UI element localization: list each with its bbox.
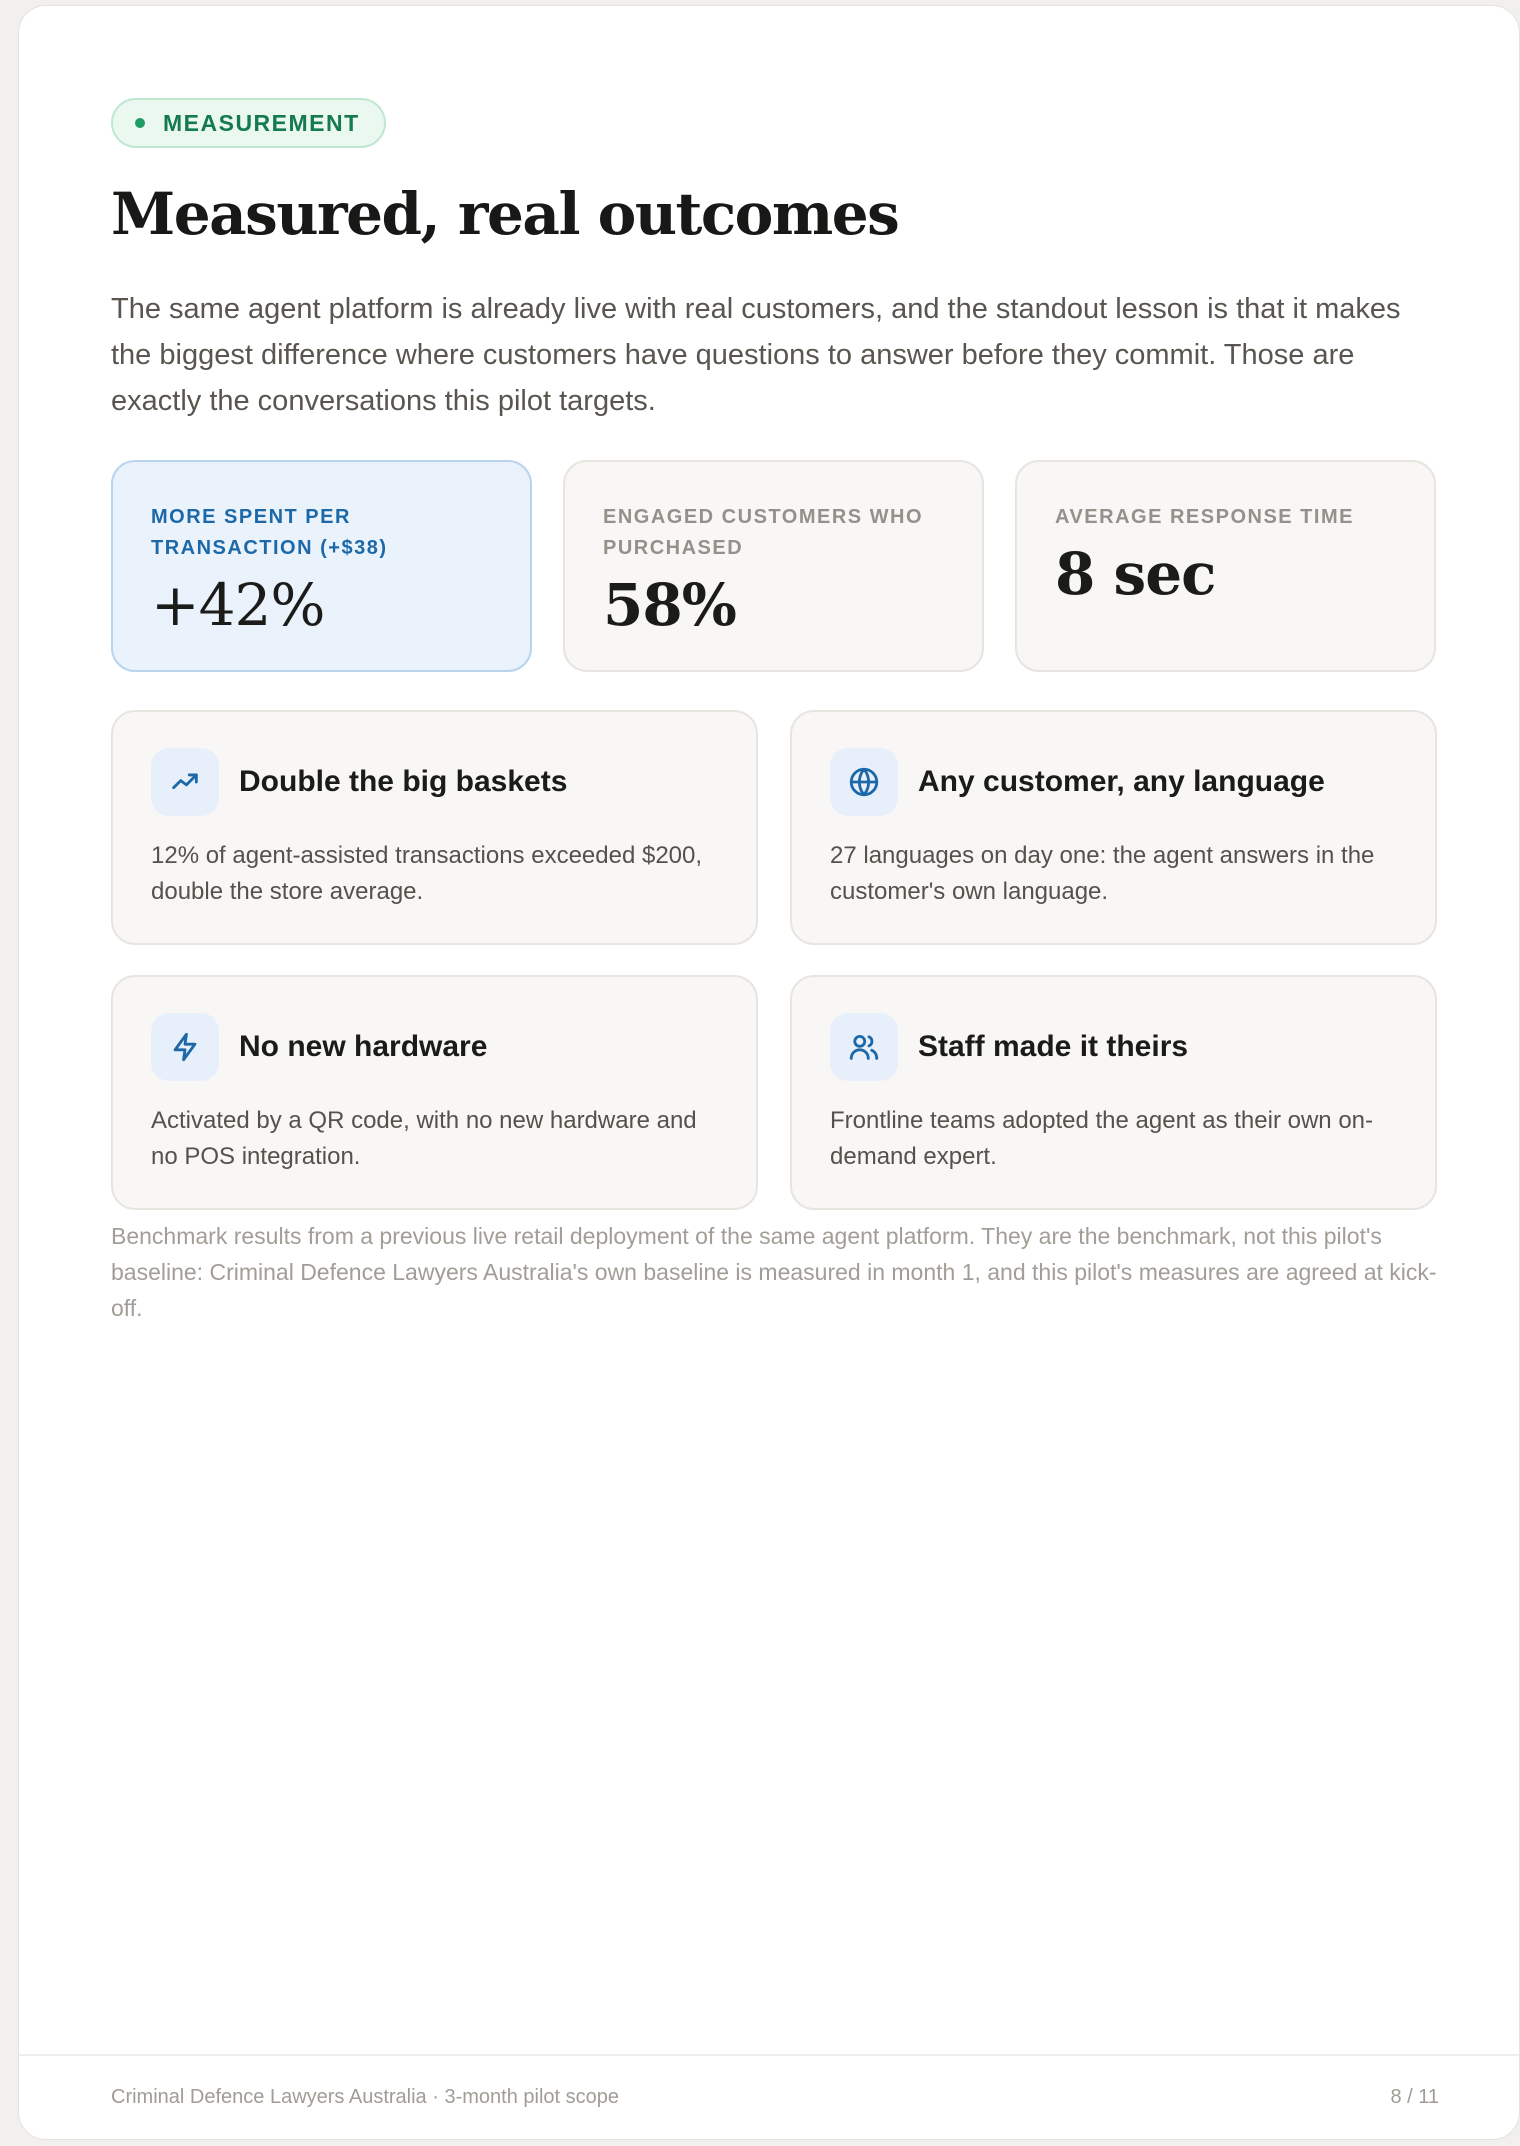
stat-value: +42% bbox=[151, 571, 325, 639]
stat-label: MORE SPENT PER TRANSACTION (+$38) bbox=[151, 506, 388, 559]
trending-up-icon bbox=[151, 748, 219, 816]
stat-card-response-time bbox=[1015, 460, 1436, 672]
stats-row bbox=[111, 460, 1437, 672]
feature-card-language bbox=[790, 710, 1437, 945]
document-page bbox=[18, 5, 1520, 2140]
feature-card-hardware bbox=[111, 975, 758, 1210]
card-title: No new hardware bbox=[239, 1030, 488, 1063]
stat-label: ENGAGED CUSTOMERS WHO PURCHASED bbox=[603, 506, 924, 559]
stat-card-spend bbox=[111, 460, 532, 672]
globe-icon bbox=[830, 748, 898, 816]
card-body: Frontline teams adopted the agent as their own on-demand expert. bbox=[830, 1107, 1373, 1170]
card-title: Staff made it theirs bbox=[918, 1030, 1189, 1063]
section-pill bbox=[111, 98, 386, 148]
card-body: 12% of agent-assisted transactions exceeded $200, double the store average. bbox=[151, 842, 703, 905]
card-header bbox=[151, 748, 718, 816]
card-header bbox=[830, 1013, 1397, 1081]
users-icon bbox=[830, 1013, 898, 1081]
page-footer bbox=[19, 2054, 1519, 2140]
card-header bbox=[830, 748, 1397, 816]
section-pill-label: MEASUREMENT bbox=[163, 109, 360, 136]
feature-grid bbox=[111, 710, 1437, 1210]
page-content bbox=[111, 98, 1437, 1210]
page-title: Measured, real outcomes bbox=[111, 180, 899, 248]
card-body: 27 languages on day one: the agent answers in the customer's own language. bbox=[830, 842, 1375, 905]
stat-label: AVERAGE RESPONSE TIME bbox=[1055, 506, 1354, 528]
feature-card-staff bbox=[790, 975, 1437, 1210]
intro-paragraph: The same agent platform is already live with real customers, and the standout lesson is that it makes the biggest difference where customers have questions to answer before they commit. Those are exactly the conversations this pilot targets. bbox=[111, 293, 1401, 417]
stat-value: 8 sec bbox=[1055, 540, 1216, 608]
card-title: Any customer, any language bbox=[918, 765, 1325, 798]
card-body: Activated by a QR code, with no new hardware and no POS integration. bbox=[151, 1107, 697, 1170]
feature-card-baskets bbox=[111, 710, 758, 945]
stat-card-purchased bbox=[563, 460, 984, 672]
benchmark-footnote: Benchmark results from a previous live retail deployment of the same agent platform. They are the benchmark, not this pilot's baseline: Criminal Defence Lawyers Australia's own baseline is measured in month 1, and this pilot's measures are agreed at kick-off. bbox=[111, 1223, 1437, 1321]
footer-title: Criminal Defence Lawyers Australia · 3-month pilot scope bbox=[111, 2086, 619, 2108]
stat-value: 58% bbox=[603, 571, 736, 639]
card-header bbox=[151, 1013, 718, 1081]
card-title: Double the big baskets bbox=[239, 765, 568, 798]
page-number: 8 / 11 bbox=[1390, 2086, 1439, 2108]
status-dot-icon bbox=[135, 118, 145, 128]
lightning-icon bbox=[151, 1013, 219, 1081]
